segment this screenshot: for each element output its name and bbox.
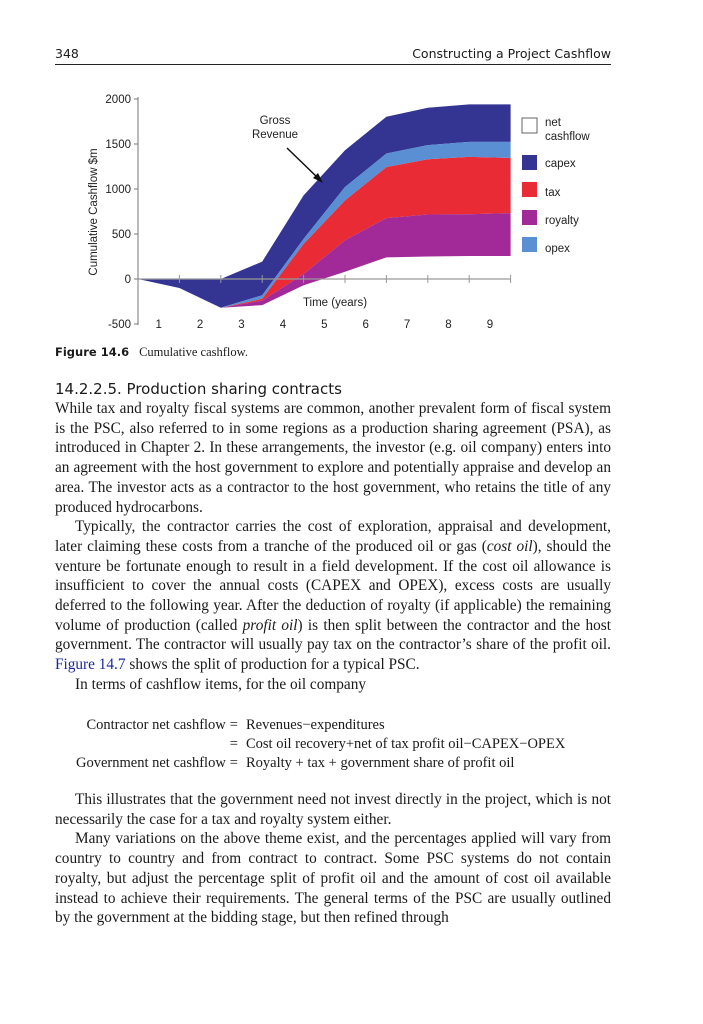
annotation-revenue: Revenue xyxy=(251,129,299,141)
eq-op: = xyxy=(229,736,238,752)
x-tick-label: 4 xyxy=(279,319,287,331)
body-text-bottom xyxy=(55,790,611,928)
term-cost-oil: cost oil xyxy=(486,537,533,555)
legend-swatch-net-cashflow xyxy=(522,118,537,133)
legend xyxy=(522,117,590,255)
legend-label-opex: opex xyxy=(545,243,570,255)
paragraph-5: Many variations on the above theme exist, and the percentages applied will vary from country to country and from contract to contract. Some PSC systems do not contain royalty, but adjust the percentage split of profit oil and the amount of cost oil available instead to achieve their requirements. The general terms of the PSC are usually outlined by the government at the bidding stage, but then refined through xyxy=(55,830,611,927)
x-tick-label: 5 xyxy=(321,319,328,331)
eq-op: = xyxy=(229,755,238,771)
running-title: Constructing a Project Cashflow xyxy=(412,46,611,61)
legend-label-cashflow: cashflow xyxy=(545,131,590,143)
chart-areas xyxy=(138,104,511,307)
y-tick-label: 2000 xyxy=(105,94,131,106)
legend-label-royalty: royalty xyxy=(545,215,579,227)
x-tick-label: 3 xyxy=(238,319,245,331)
x-axis-label: Time (years) xyxy=(302,297,368,309)
section-heading: 14.2.2.5. Production sharing contracts xyxy=(55,380,342,398)
paragraph-3: In terms of cashflow items, for the oil company xyxy=(75,675,366,693)
term-profit-oil: profit oil xyxy=(242,616,298,634)
y-tick-label: 500 xyxy=(111,229,131,241)
y-tick-label: -500 xyxy=(107,319,131,331)
x-tick-label: 1 xyxy=(155,319,162,331)
eq-lhs: Contractor net cashflow xyxy=(86,717,226,733)
annotation-gross: Gross xyxy=(259,115,291,127)
equation-row xyxy=(76,735,565,754)
legend-swatch-opex xyxy=(522,237,537,252)
legend-swatch-royalty xyxy=(522,210,537,225)
paragraph-1: While tax and royalty fiscal systems are common, another prevalent form of fiscal system is the PSC, also referred to in some regions as a production sharing agreement (PSA), as introduced in Chapter 2. In these arrangements, the investor (e.g. oil company) enters into an agreement with the host government to explore and potentially appraise and develop an area. The investor acts as a contractor to the host government, who retains the title of any produced hydrocarbons. xyxy=(55,400,611,516)
eq-op: = xyxy=(229,717,238,733)
eq-rhs: Royalty + tax + government share of profit oil xyxy=(245,755,515,771)
y-axis-label: Cumulative Cashflow $m xyxy=(88,148,100,276)
text: ) is then split between the contractor and the host government. The contractor will usually pay tax on the contractor’s share of the profit oil. xyxy=(55,616,611,654)
text: Typically, the contractor carries the cost of exploration, appraisal and development, later claiming these costs from a tranche of the produced oil or gas ( xyxy=(55,518,611,555)
legend-swatch-tax xyxy=(522,182,537,197)
body-text-top xyxy=(55,399,611,695)
x-tick-labels xyxy=(155,319,493,331)
legend-swatch-capex xyxy=(522,155,537,170)
legend-label-net: net xyxy=(545,117,561,129)
x-tick-label: 7 xyxy=(403,319,411,331)
equation-row xyxy=(76,716,565,735)
x-tick-label: 2 xyxy=(196,319,204,331)
paragraph-4: This illustrates that the government need not invest directly in the project, which is not necessarily the case for a tax and royalty system either. xyxy=(55,791,611,828)
text: shows the split of production for a typical PSC. xyxy=(125,656,420,674)
eq-lhs: Government net cashflow xyxy=(76,755,226,771)
x-tick-label: 9 xyxy=(486,319,494,331)
figure-label: Figure 14.6 xyxy=(55,345,130,359)
eq-rhs: Revenues−expenditures xyxy=(245,717,385,733)
x-tick-label: 6 xyxy=(362,319,369,331)
eq-lhs xyxy=(76,735,230,754)
equation-row xyxy=(76,754,565,773)
y-tick-label: 1500 xyxy=(105,139,131,151)
figure-caption-text: Cumulative cashflow. xyxy=(139,345,248,359)
legend-label-tax: tax xyxy=(545,187,561,199)
x-tick-label: 8 xyxy=(445,319,452,331)
figure-caption xyxy=(55,345,248,360)
figure-14-7-link[interactable]: Figure 14.7 xyxy=(55,656,126,674)
annotation-arrow xyxy=(287,148,318,178)
page-number: 348 xyxy=(55,46,79,61)
paragraph-2 xyxy=(55,517,611,675)
cumulative-cashflow-chart xyxy=(0,0,703,345)
y-tick-label: 0 xyxy=(124,274,131,286)
text: ), should the venture be fortunate enough to result in a field development. If the cost oil allowance is insufficient to cover the annual costs (CAPEX and OPEX), excess costs are usually deferred to the following year. After the deduction of royalty (if applicable) the remaining volume of production (called xyxy=(55,537,611,634)
y-tick-label: 1000 xyxy=(105,184,131,196)
equations xyxy=(76,716,565,773)
eq-rhs: Cost oil recovery+net of tax profit oil−CAPEX−OPEX xyxy=(245,736,566,752)
y-ticks xyxy=(105,94,138,331)
legend-label-capex: capex xyxy=(545,158,576,170)
